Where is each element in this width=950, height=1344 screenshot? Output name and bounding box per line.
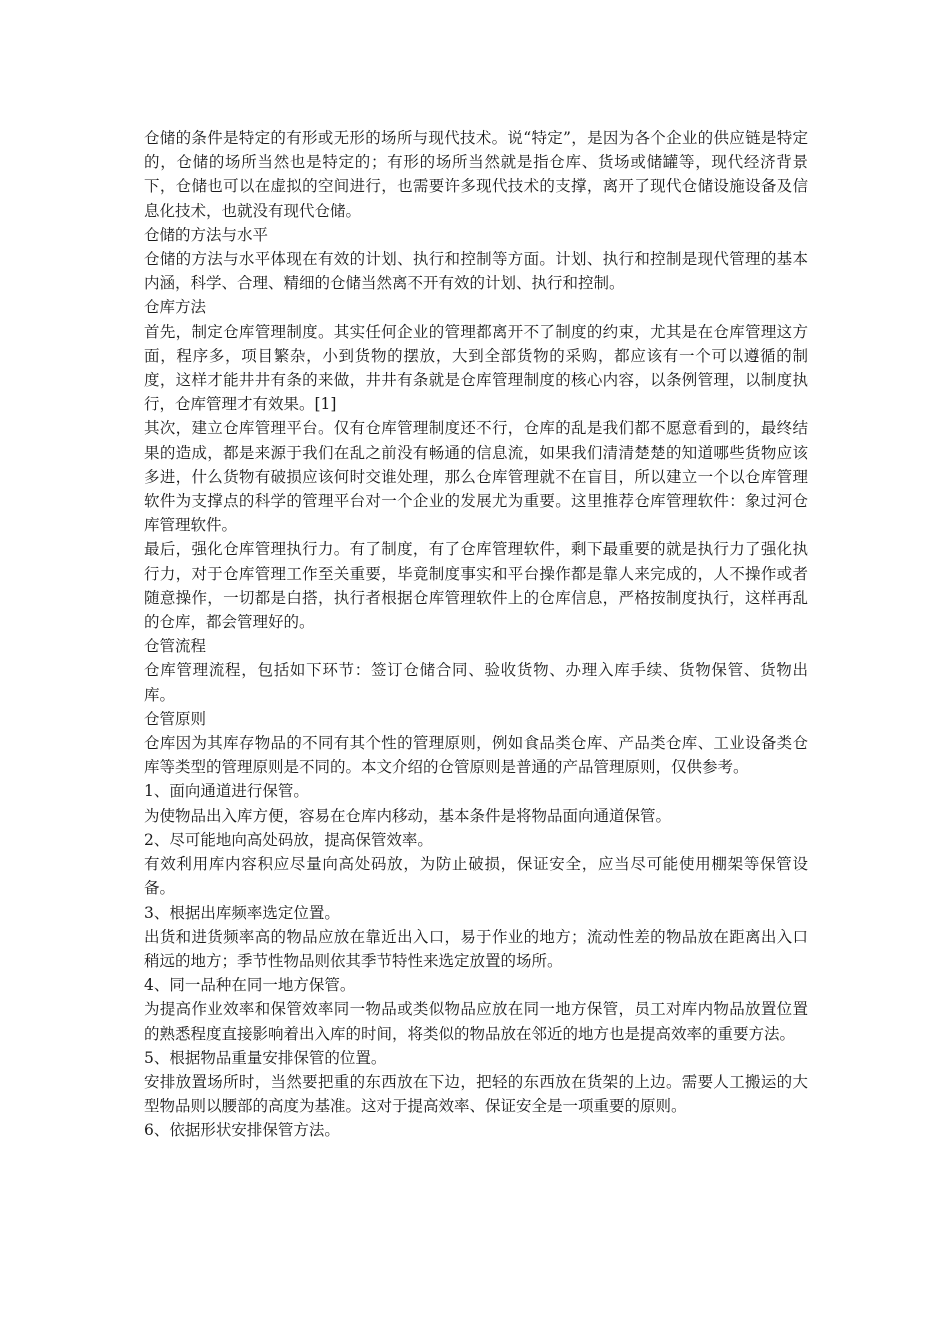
principle-4-title: 4、同一品种在同一地方保管。 (144, 976, 356, 995)
paragraph-storage-methods-level: 仓储的方法与水平体现在有效的计划、执行和控制等方面。计划、执行和控制是现代管理的基本内涵，科学、合理、精细的仓储当然离不开有效的计划、执行和控制。 (144, 250, 808, 293)
document-body (144, 126, 808, 1143)
principle-2-title: 2、尽可能地向高处码放，提高保管效率。 (144, 830, 433, 849)
heading-warehouse-process: 仓管流程 (144, 637, 207, 656)
principle-3-title: 3、根据出库频率选定位置。 (144, 903, 340, 922)
paragraph-second-method: 其次，建立仓库管理平台。仅有仓库管理制度还不行，仓库的乱是我们都不愿意看到的，最终结果的造成，都是来源于我们在乱之前没有畅通的信息流，如果我们清清楚楚的知道哪些货物应该多进，什么货物有破损应该何时交谁处理，那么仓库管理就不在盲目，所以建立一个以仓库管理软件为支撑点的科学的管理平台对一个企业的发展尤为重要。这里推荐仓库管理软件：象过河仓库管理软件。 (144, 419, 808, 535)
heading-storage-methods-level: 仓储的方法与水平 (144, 225, 269, 244)
heading-warehouse-methods: 仓库方法 (144, 298, 207, 317)
principle-4-text: 为提高作业效率和保管效率同一物品或类似物品应放在同一地方保管，员工对库内物品放置位置的熟悉程度直接影响着出入库的时间，将类似的物品放在邻近的地方也是提高效率的重要方法。 (144, 1000, 808, 1043)
paragraph-warehouse-principles: 仓库因为其库存物品的不同有其个性的管理原则，例如食品类仓库、产品类仓库、工业设备类仓库等类型的管理原则是不同的。本文介绍的仓管原则是普通的产品管理原则，仅供参考。 (144, 734, 808, 777)
paragraph-third-method: 最后，强化仓库管理执行力。有了制度，有了仓库管理软件，剩下最重要的就是执行力了强化执行力，对于仓库管理工作至关重要，毕竟制度事实和平台操作都是靠人来完成的，人不操作或者随意操作，一切都是白搭，执行者根据仓库管理软件上的仓库信息，严格按制度执行，这样再乱的仓库，都会管理好的。 (144, 540, 808, 632)
principle-5-text: 安排放置场所时，当然要把重的东西放在下边，把轻的东西放在货架的上边。需要人工搬运的大型物品则以腰部的高度为基准。这对于提高效率、保证安全是一项重要的原则。 (144, 1072, 808, 1116)
principle-5-title: 5、根据物品重量安排保管的位置。 (144, 1048, 387, 1067)
principle-2-text: 有效利用库内容积应尽量向高处码放，为防止破损，保证安全，应当尽可能使用棚架等保管设备。 (144, 855, 808, 898)
principle-6-title: 6、依据形状安排保管方法。 (144, 1121, 340, 1140)
principle-1-title: 1、面向通道进行保管。 (144, 782, 309, 801)
principle-3-text: 出货和进货频率高的物品应放在靠近出入口，易于作业的地方；流动性差的物品放在距离出入口稍远的地方；季节性物品则依其季节特性来选定放置的场所。 (144, 927, 808, 970)
principle-1-text: 为使物品出入库方便，容易在仓库内移动，基本条件是将物品面向通道保管。 (144, 806, 672, 825)
heading-warehouse-principles: 仓管原则 (144, 709, 207, 728)
paragraph-first-method: 首先，制定仓库管理制度。其实任何企业的管理都离开不了制度的约束，尤其是在仓库管理这方面，程序多，项目繁杂，小到货物的摆放，大到全部货物的采购，都应该有一个可以遵循的制度，这样才能井井有条的来做，井井有条就是仓库管理制度的核心内容，以条例管理，以制度执行，仓库管理才有效果。[1] (144, 322, 808, 414)
paragraph-storage-conditions: 仓储的条件是特定的有形或无形的场所与现代技术。说“特定”，是因为各个企业的供应链是特定的，仓储的场所当然也是特定的；有形的场所当然就是指仓库、货场或储罐等，现代经济背景下，仓储也可以在虚拟的空间进行，也需要许多现代技术的支撑，离开了现代仓储设施设备及信息化技术，也就没有现代仓储。 (144, 129, 808, 220)
paragraph-warehouse-process: 仓库管理流程，包括如下环节：签订仓储合同、验收货物、办理入库手续、货物保管、货物出库。 (144, 661, 808, 704)
